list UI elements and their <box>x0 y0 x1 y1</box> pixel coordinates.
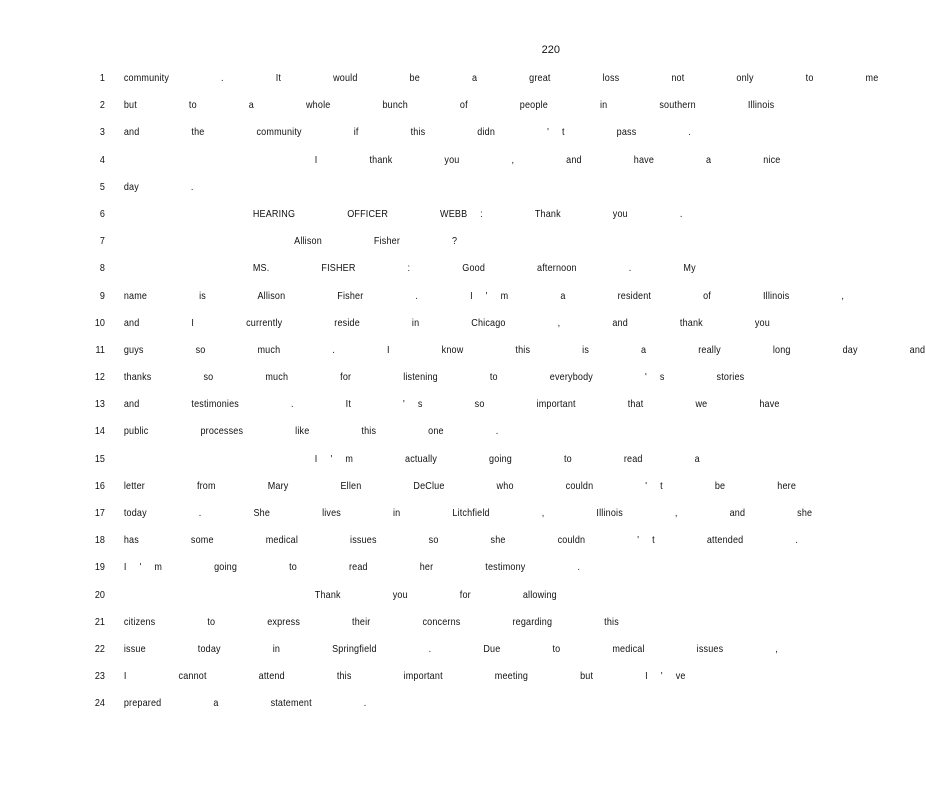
line-number: 5 <box>99 180 105 193</box>
line-text: guys so much . I know this is a really long day and <box>123 343 925 356</box>
transcript-line <box>0 478 797 505</box>
line-text: but to a whole bunch of people in southern Illinois <box>123 99 775 112</box>
line-number: 9 <box>99 289 105 302</box>
line-text: I ' m actually going to read a <box>314 452 700 465</box>
transcript-line <box>0 559 581 586</box>
transcript-line <box>0 695 531 722</box>
line-number: 3 <box>99 126 105 139</box>
line-text: thanks so much for listening to everybody ' s stories <box>123 371 745 384</box>
transcript-line <box>0 587 557 614</box>
transcript-line <box>0 423 531 450</box>
line-text: prepared a statement . <box>123 697 367 710</box>
transcript-line <box>0 396 780 423</box>
line-number: 21 <box>94 615 105 628</box>
line-text: HEARING OFFICER WEBB : Thank you . <box>252 207 683 220</box>
transcript-line <box>0 179 531 206</box>
line-number: 23 <box>94 670 105 683</box>
line-number: 10 <box>94 316 105 329</box>
line-text: and testimonies . It ' s so important that we have <box>123 398 780 411</box>
line-number: 8 <box>99 262 105 275</box>
line-number: 15 <box>94 452 105 465</box>
line-text: letter from Mary Ellen DeClue who couldn ' t be here <box>123 479 797 492</box>
transcript-line <box>0 233 531 260</box>
line-text: public processes like this one . <box>123 425 499 438</box>
transcript-line <box>0 342 925 369</box>
line-number: 16 <box>94 479 105 492</box>
transcript-line <box>0 260 696 287</box>
line-text: today . She lives in Litchfield , Illinois , and she <box>123 507 813 519</box>
line-text: MS. FISHER : Good afternoon . My <box>252 262 696 275</box>
line-number: 19 <box>94 561 105 574</box>
page-number: 220 <box>541 44 560 56</box>
line-number: 13 <box>94 398 105 411</box>
line-text: has some medical issues so she couldn ' t attended . <box>123 534 799 547</box>
transcript-line <box>0 124 692 151</box>
line-number: 24 <box>94 697 105 710</box>
line-number: 2 <box>99 99 105 112</box>
line-text: community . It would be a great loss not only to me <box>123 72 879 84</box>
transcript-line <box>0 152 781 179</box>
line-text: name is Allison Fisher . I ' m a resident of Illinois , <box>123 289 845 302</box>
line-number: 18 <box>94 534 105 547</box>
line-text: issue today in Springfield . Due to medical issues , <box>123 642 778 655</box>
transcript-line <box>0 288 845 315</box>
line-number: 20 <box>94 588 105 601</box>
transcript-line <box>0 668 686 695</box>
line-number: 7 <box>99 235 105 248</box>
transcript-line <box>0 315 770 342</box>
transcript-line <box>0 97 775 124</box>
line-text: citizens to express their concerns regarding this <box>123 615 619 628</box>
transcript-body <box>0 70 925 723</box>
line-text: I cannot attend this important meeting but I ' ve <box>123 670 686 683</box>
line-number: 17 <box>94 507 105 519</box>
line-number: 6 <box>99 207 105 220</box>
line-text: and I currently reside in Chicago , and thank you <box>123 316 770 329</box>
line-number: 11 <box>95 343 105 356</box>
line-text: Allison Fisher ? <box>294 235 458 248</box>
transcript-line <box>0 369 745 396</box>
line-number: 12 <box>94 371 105 384</box>
line-text: I ' m going to read her testimony . <box>123 561 581 574</box>
line-number: 22 <box>94 642 105 655</box>
transcript-line <box>0 614 619 641</box>
line-text: I thank you , and have a nice <box>314 153 781 166</box>
line-text: day . <box>123 180 194 193</box>
line-number: 14 <box>94 425 105 438</box>
line-text: Thank you for allowing <box>314 588 557 601</box>
line-text: and the community if this didn ' t pass . <box>123 126 692 139</box>
transcript-line <box>0 206 683 233</box>
transcript-line <box>0 505 813 532</box>
transcript-line <box>0 451 700 478</box>
transcript-line <box>0 532 799 559</box>
line-number: 1 <box>99 72 105 84</box>
transcript-line <box>0 70 879 97</box>
transcript-line <box>0 641 778 668</box>
line-number: 4 <box>99 153 105 166</box>
